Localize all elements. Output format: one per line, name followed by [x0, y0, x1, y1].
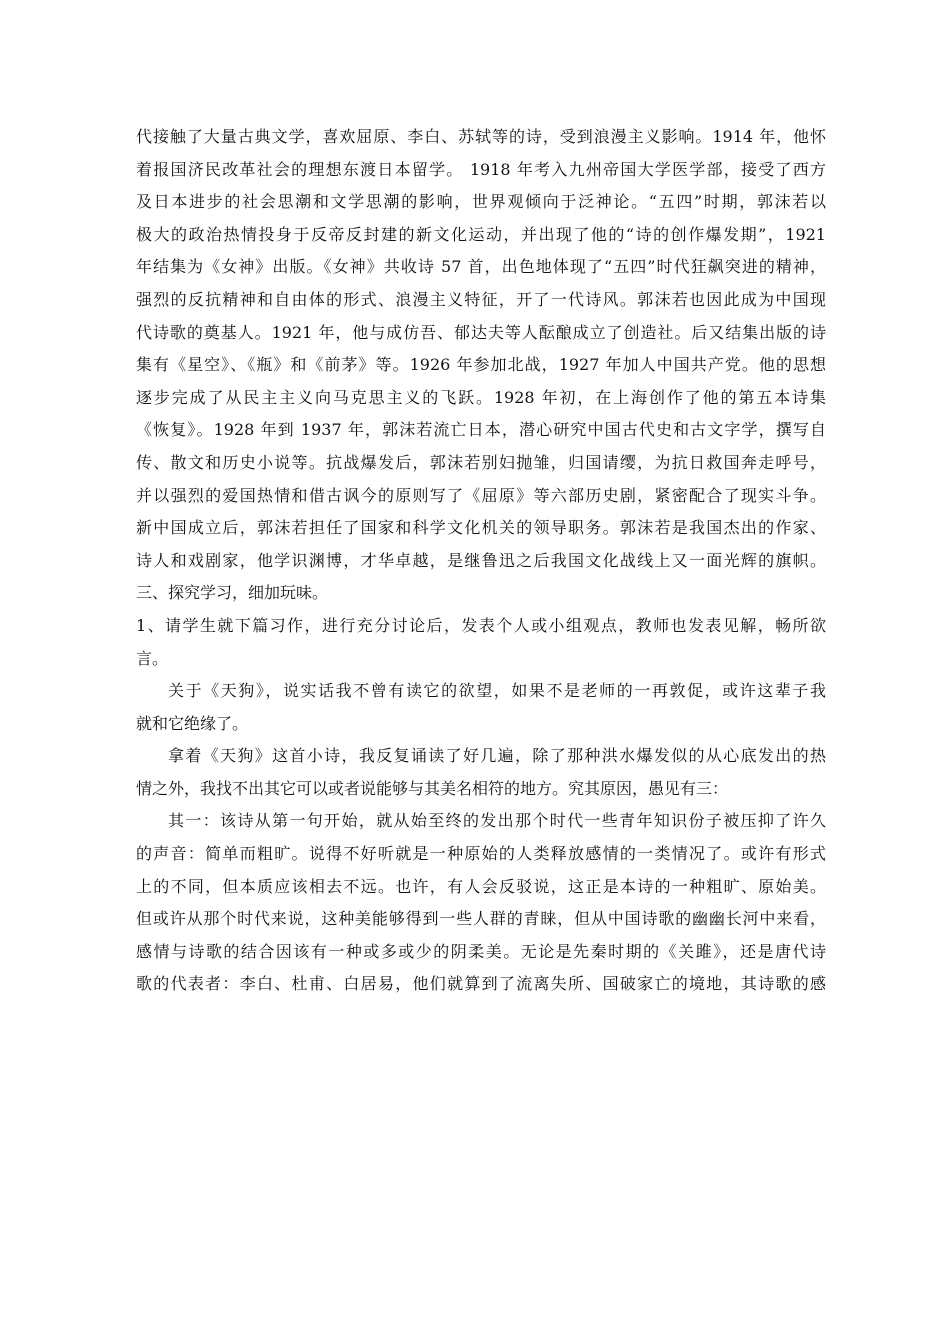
- body-text-line: 强烈的反抗精神和自由体的形式、浪漫主义特征，开了一代诗风。郭沫若也因此成为中国现: [136, 289, 826, 309]
- task-text-line: 言。: [136, 648, 169, 668]
- essay-paragraph-line: 关于《天狗》，说实话我不曾有读它的欲望，如果不是老师的一再敦促，或许这辈子我: [168, 681, 826, 701]
- essay-paragraph-line: 歌的代表者：李白、杜甫、白居易，他们就算到了流离失所、国破家亡的境地，其诗歌的感: [136, 974, 826, 994]
- body-text-line: 代接触了大量古典文学，喜欢屈原、李白、苏轼等的诗，受到浪漫主义影响。1914 年，他怀: [136, 127, 826, 146]
- essay-paragraph-line: 拿着《天狗》这首小诗，我反复诵读了好几遍，除了那种洪水爆发似的从心底发出的热: [168, 746, 826, 766]
- body-text-line: 集有《星空》、《瓶》和《前茅》等。1926 年参加北战，1927 年加人中国共产党。他的思想: [136, 355, 826, 375]
- essay-paragraph-line: 情之外，我找不出其它可以或者说能够与其美名相符的地方。究其原因，愚见有三：: [136, 778, 729, 798]
- essay-paragraph-line: 但或许从那个时代来说，这种美能够得到一些人群的青睐，但从中国诗歌的幽幽长河中来看，: [136, 909, 826, 929]
- body-text-line: 诗人和戏剧家，他学识渊博，才华卓越，是继鲁迅之后我国文化战线上又一面光辉的旗帜。: [136, 550, 826, 570]
- body-text-line: 《恢复》。1928 年到 1937 年，郭沫若流亡日本，潜心研究中国古代史和古文字学，撰写自: [136, 420, 826, 440]
- body-text-line: 年结集为《女神》出版。《女神》共收诗 57 首，出色地体现了“五四”时代狂飙突进的精神，: [136, 257, 826, 277]
- essay-paragraph-line: 其一：该诗从第一句开始，就从始至终的发出那个时代一些青年知识份子被压抑了许久: [168, 811, 826, 831]
- body-text-line: 传、散文和历史小说等。抗战爆发后，郭沫若别妇抛雏，归国请缨，为抗日救国奔走呼号，: [136, 452, 826, 472]
- essay-paragraph-line: 就和它绝缘了。: [136, 713, 249, 733]
- body-text-line: 逐步完成了从民主主义向马克思主义的飞跃。1928 年初，在上海创作了他的第五本诗集: [136, 387, 826, 407]
- body-text-line: 着报国济民改革社会的理想东渡日本留学。 1918 年考入九州帝国大学医学部，接受了西方: [136, 159, 826, 179]
- body-text-line: 代诗歌的奠基人。1921 年，他与成仿吾、郁达夫等人酝酿成立了创造社。后又结集出版的诗: [136, 322, 826, 342]
- body-text-line: 极大的政治热情投身于反帝反封建的新文化运动，并出现了他的“诗的创作爆发期”，1921: [136, 224, 826, 244]
- body-text-line: 新中国成立后，郭沫若担任了国家和科学文化机关的领导职务。郭沫若是我国杰出的作家、: [136, 518, 826, 538]
- body-text-line: 及日本进步的社会思潮和文学思潮的影响，世界观倾向于泛神论。“五四”时期，郭沫若以: [136, 192, 826, 212]
- document-body: [136, 121, 826, 1001]
- body-text-line: 并以强烈的爱国热情和借古讽今的原则写了《屈原》等六部历史剧，紧密配合了现实斗争。: [136, 485, 826, 505]
- essay-paragraph-line: 的声音：简单而粗旷。说得不好听就是一种原始的人类释放感情的一类情况了。或许有形式: [136, 844, 826, 864]
- section-heading: 三、探究学习，细加玩味。: [136, 583, 329, 603]
- essay-paragraph-line: 上的不同，但本质应该相去不远。也许，有人会反驳说，这正是本诗的一种粗旷、原始美。: [136, 876, 826, 896]
- task-text-line: 1、请学生就下篇习作，进行充分讨论后，发表个人或小组观点，教师也发表见解，畅所欲: [136, 615, 826, 635]
- essay-paragraph-line: 感情与诗歌的结合因该有一种或多或少的阴柔美。无论是先秦时期的《关雎》，还是唐代诗: [136, 941, 826, 961]
